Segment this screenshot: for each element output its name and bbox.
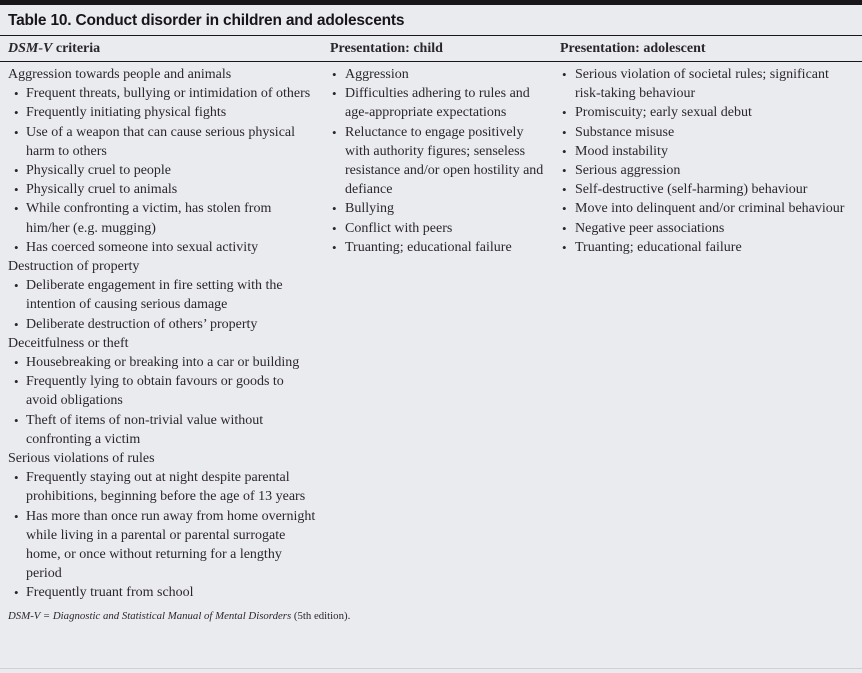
bullet-item: • Serious aggression [560,161,847,180]
bullet-item: • Deliberate engagement in fire setting with the intention of causing serious damage [8,276,316,314]
column-header-dsm-criteria [0,40,330,57]
bullet-item: • Difficulties adhering to rules and age-appropriate expectations [330,84,546,122]
bullet-item: • Frequently truant from school [8,583,316,602]
section-heading: Aggression towards people and animals [8,67,232,82]
bullet-item: • Theft of items of non-trivial value without confronting a victim [8,411,316,449]
bullet-item: • Promiscuity; early sexual debut [560,103,847,122]
bullet-item: • Substance misuse [560,123,847,142]
bullet-item: • Has coerced someone into sexual activity [8,238,316,257]
bullet-item: • Move into delinquent and/or criminal behaviour [560,199,847,218]
table-header-row [0,36,862,62]
column-header-adolescent-label: Presentation: adolescent [560,41,706,56]
bullet-item: • Negative peer associations [560,219,847,238]
column-header-dsm-rest: criteria [52,41,101,56]
bullet-item: • Frequently initiating physical fights [8,103,316,122]
section-heading: Deceitfulness or theft [8,335,129,351]
footnote-edition: (5th edition). [291,609,351,622]
column-header-dsm-em: DSM-V [8,41,53,56]
column-header-presentation-child [330,40,560,57]
bullet-item: • Truanting; educational failure [330,238,546,257]
section-heading: Destruction of property [8,259,140,275]
bullet-item: • Deliberate destruction of others’ property [8,315,316,334]
bullet-item: • Serious violation of societal rules; significant risk-taking behaviour [560,65,847,103]
table-title: Table 10. Conduct disorder in children and adolescents [0,5,862,36]
column-presentation-adolescent [560,65,862,603]
section-heading: Serious violations of rules [8,451,155,467]
bullet-item: • Physically cruel to people [8,161,316,180]
table-footnote [0,603,862,623]
bottom-rule [0,668,862,669]
bullet-item: • Self-destructive (self-harming) behaviour [560,180,847,199]
bullet-item: • Reluctance to engage positively with authority figures; senseless resistance and/or open hostility and defiance [330,123,546,200]
bullet-item: • Truanting; educational failure [560,238,847,257]
bullet-item: • Has more than once run away from home overnight while living in a parental or parental surrogate home, or once without returning for a lengthy period [8,507,316,584]
column-header-presentation-adolescent [560,40,862,57]
bullet-item: • Physically cruel to animals [8,180,316,199]
column-dsm-criteria [0,65,330,603]
column-header-child-label: Presentation: child [330,41,443,56]
bullet-item: • Bullying [330,199,546,218]
table-body-row [0,62,862,603]
column-presentation-child [330,65,560,603]
bullet-item: • Use of a weapon that can cause serious physical harm to others [8,123,316,161]
bullet-item: • Frequently lying to obtain favours or goods to avoid obligations [8,372,316,410]
footnote-abbreviation: DSM-V = Diagnostic and Statistical Manual of Mental Disorders [8,609,292,622]
bullet-item: • Conflict with peers [330,219,546,238]
bullet-item: • Aggression [330,65,546,84]
bullet-item: • Mood instability [560,142,847,161]
bullet-item: • Frequent threats, bullying or intimidation of others [8,84,316,103]
bullet-item: • Housebreaking or breaking into a car or building [8,353,316,372]
bullet-item: • While confronting a victim, has stolen from him/her (e.g. mugging) [8,199,316,237]
bullet-item: • Frequently staying out at night despite parental prohibitions, beginning before the age of 13 years [8,468,316,506]
